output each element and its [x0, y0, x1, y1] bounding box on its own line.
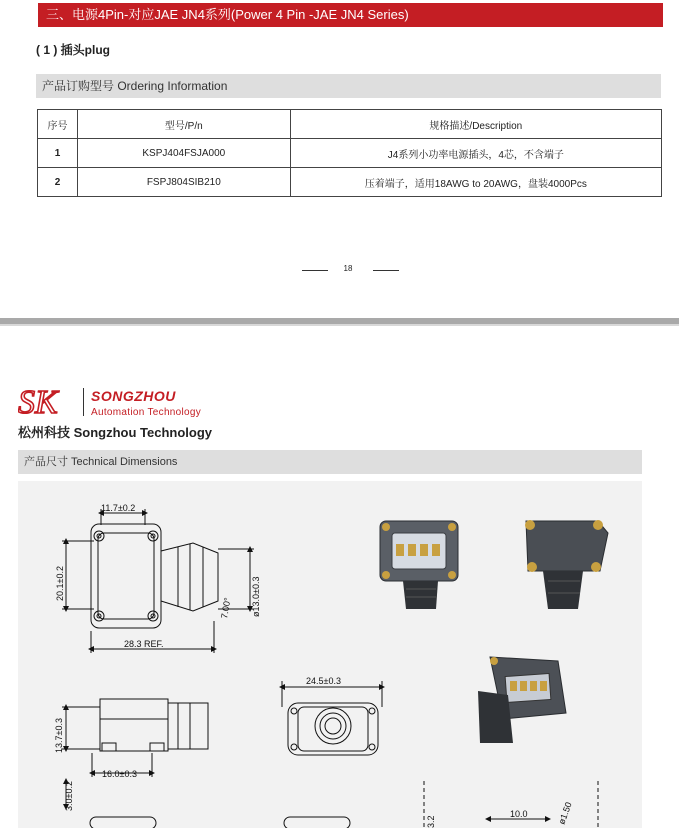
dim-front-width: 24.5±0.3	[306, 676, 341, 686]
row-no: 2	[38, 168, 78, 197]
dim-angle: 7.00°	[219, 596, 233, 620]
row-desc: J4系列小功率电源插头，4芯，不含端子	[290, 139, 661, 168]
side-view-drawing	[100, 699, 208, 751]
row-no: 1	[38, 139, 78, 168]
dim-diameter: ø13.0±0.3	[251, 576, 261, 617]
sk-logo-icon	[18, 383, 74, 419]
dim-side-height: 13.7±0.3	[54, 718, 64, 753]
page-number: 18	[343, 264, 353, 273]
page-number-rule-left	[302, 270, 328, 271]
product-photo-front	[380, 521, 458, 609]
dim-ref-width: 28.3 REF.	[124, 639, 164, 649]
sk-logo-mark: SK	[18, 384, 58, 419]
header-desc: 规格描述/Description	[290, 110, 661, 139]
top-view-drawing	[91, 524, 218, 628]
table-header-row	[38, 110, 662, 139]
brand-name: SONGZHOU	[91, 388, 176, 404]
product-photo-back	[525, 520, 608, 609]
dim-small-height: 3.2	[426, 815, 436, 828]
page-separator-shadow	[0, 324, 679, 326]
row-pn: KSPJ404FSJA000	[77, 139, 290, 168]
dim-bottom-height: 3.0±0.2	[64, 781, 74, 811]
product-photo-angle	[478, 657, 566, 743]
table-row	[38, 168, 662, 197]
technical-drawing	[18, 481, 642, 828]
dim-pin-diameter: ø1.50	[556, 800, 574, 826]
page-number-rule-right	[373, 270, 399, 271]
front-view-drawing	[288, 703, 378, 755]
section-title: 三、电源4Pin-对应JAE JN4系列(Power 4 Pin -JAE JN4 Series)	[38, 3, 663, 27]
header-pn: 型号/P/n	[77, 110, 290, 139]
drawing-svg	[18, 481, 642, 828]
table-row	[38, 139, 662, 168]
ordering-table	[37, 109, 662, 197]
header-no: 序号	[38, 110, 78, 139]
row-desc: 压着端子，适用18AWG to 20AWG，盘装4000Pcs	[290, 168, 661, 197]
dimensions-title: 产品尺寸 Technical Dimensions	[18, 450, 642, 474]
row-pn: FSPJ804SIB210	[77, 168, 290, 197]
company-name: 松州科技 Songzhou Technology	[18, 425, 213, 440]
dim-pin-pitch: 10.0	[510, 809, 528, 819]
subsection-title: ( 1 ) 插头plug	[36, 43, 110, 57]
logo-divider	[83, 388, 84, 416]
dim-left-height: 20.1±0.2	[55, 566, 65, 601]
ordering-title: 产品订购型号 Ordering Information	[36, 74, 661, 98]
dim-top-width: 11.7±0.2	[101, 503, 136, 513]
brand-tagline: Automation Technology	[91, 407, 202, 418]
dim-side-width: 16.0±0.3	[102, 769, 137, 779]
